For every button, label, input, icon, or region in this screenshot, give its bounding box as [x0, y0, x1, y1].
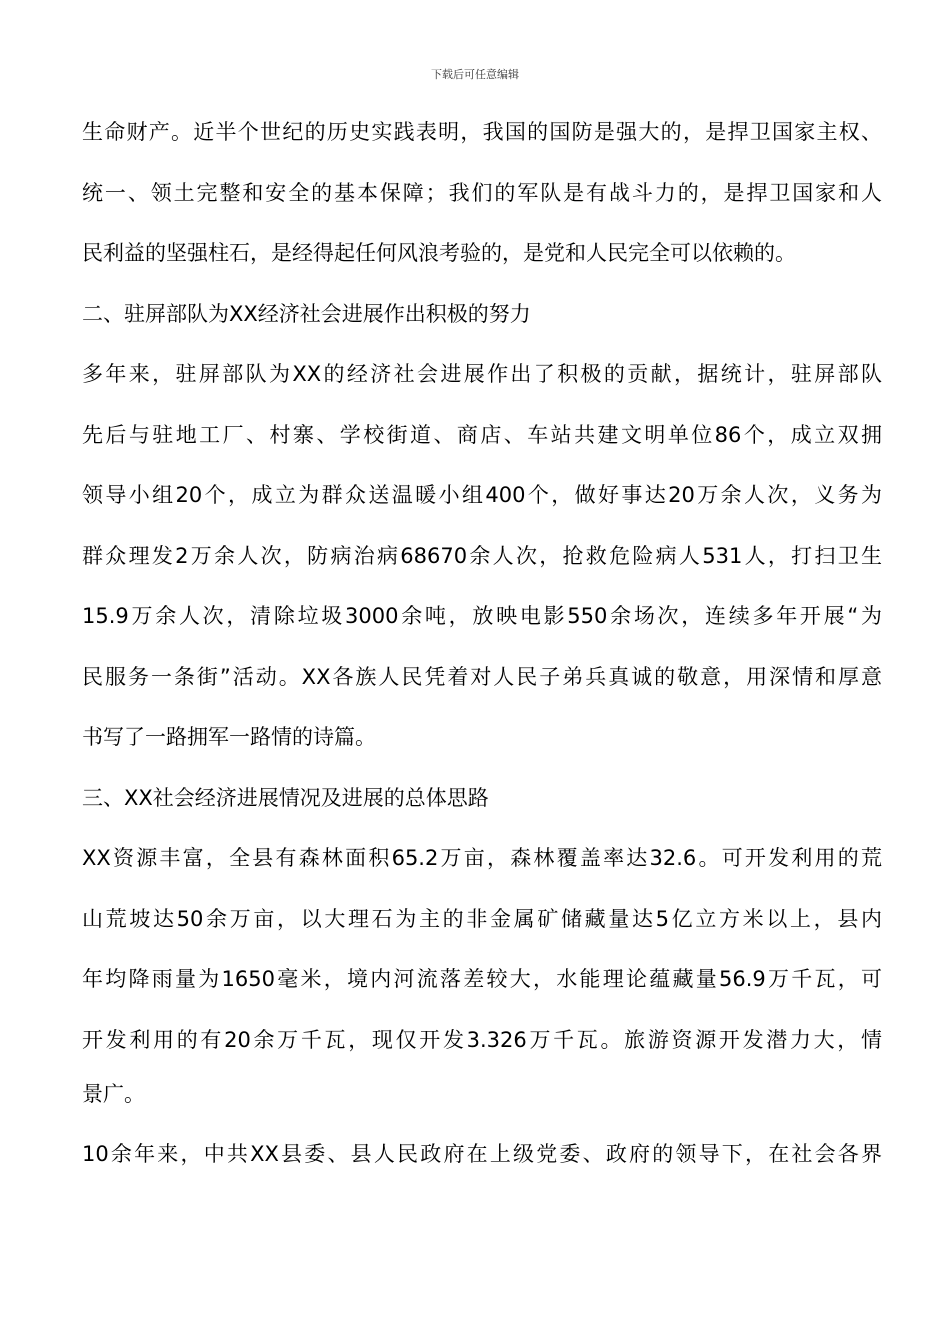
body-line: 年均降雨量为1650毫米，境内河流落差较大，水能理论蕴藏量56.9万千瓦，可	[82, 967, 882, 991]
body-line: 山荒坡达50余万亩，以大理石为主的非金属矿储藏量达5亿立方米以上，县内	[82, 906, 882, 931]
body-line: 民利益的坚强柱石，是经得起任何风浪考验的，是党和人民完全可以依赖的。	[82, 241, 796, 265]
document-body	[82, 117, 882, 1169]
body-line: 15.9万余人次，清除垃圾3000余吨，放映电影550余场次，连续多年开展“为	[82, 604, 882, 628]
body-line: 领导小组20个，成立为群众送温暖小组400个，做好事达20万余人次，义务为	[82, 483, 882, 507]
header-note: 下载后可任意编辑	[431, 68, 519, 81]
section-heading-2: 二、驻屏部队为XX经济社会进展作出积极的努力	[82, 301, 531, 326]
body-line: 书写了一路拥军一路情的诗篇。	[82, 725, 376, 749]
body-line: 生命财产。近半个世纪的历史实践表明，我国的国防是强大的，是捍卫国家主权、	[82, 120, 882, 144]
body-line: 民服务一条街”活动。XX各族人民凭着对人民子弟兵真诚的敬意，用深情和厚意	[82, 664, 882, 689]
body-line: 开发利用的有20余万千瓦，现仅开发3.326万千瓦。旅游资源开发潜力大，情	[82, 1027, 882, 1052]
body-line: XX资源丰富，全县有森林面积65.2万亩，森林覆盖率达32.6。可开发利用的荒	[82, 846, 882, 870]
body-line: 10余年来，中共XX县委、县人民政府在上级党委、政府的领导下，在社会各界	[82, 1142, 882, 1166]
body-line: 先后与驻地工厂、村寨、学校街道、商店、车站共建文明单位86个，成立双拥	[82, 422, 882, 447]
section-heading-3: 三、XX社会经济进展情况及进展的总体思路	[82, 785, 489, 810]
body-line: 多年来，驻屏部队为XX的经济社会进展作出了积极的贡献，据统计，驻屏部队	[82, 362, 882, 386]
body-line: 群众理发2万余人次，防病治病68670余人次，抢救危险病人531人，打扫卫生	[82, 543, 882, 568]
body-line: 统一、领土完整和安全的基本保障；我们的军队是有战斗力的，是捍卫国家和人	[82, 180, 882, 205]
body-line: 景广。	[82, 1081, 145, 1106]
